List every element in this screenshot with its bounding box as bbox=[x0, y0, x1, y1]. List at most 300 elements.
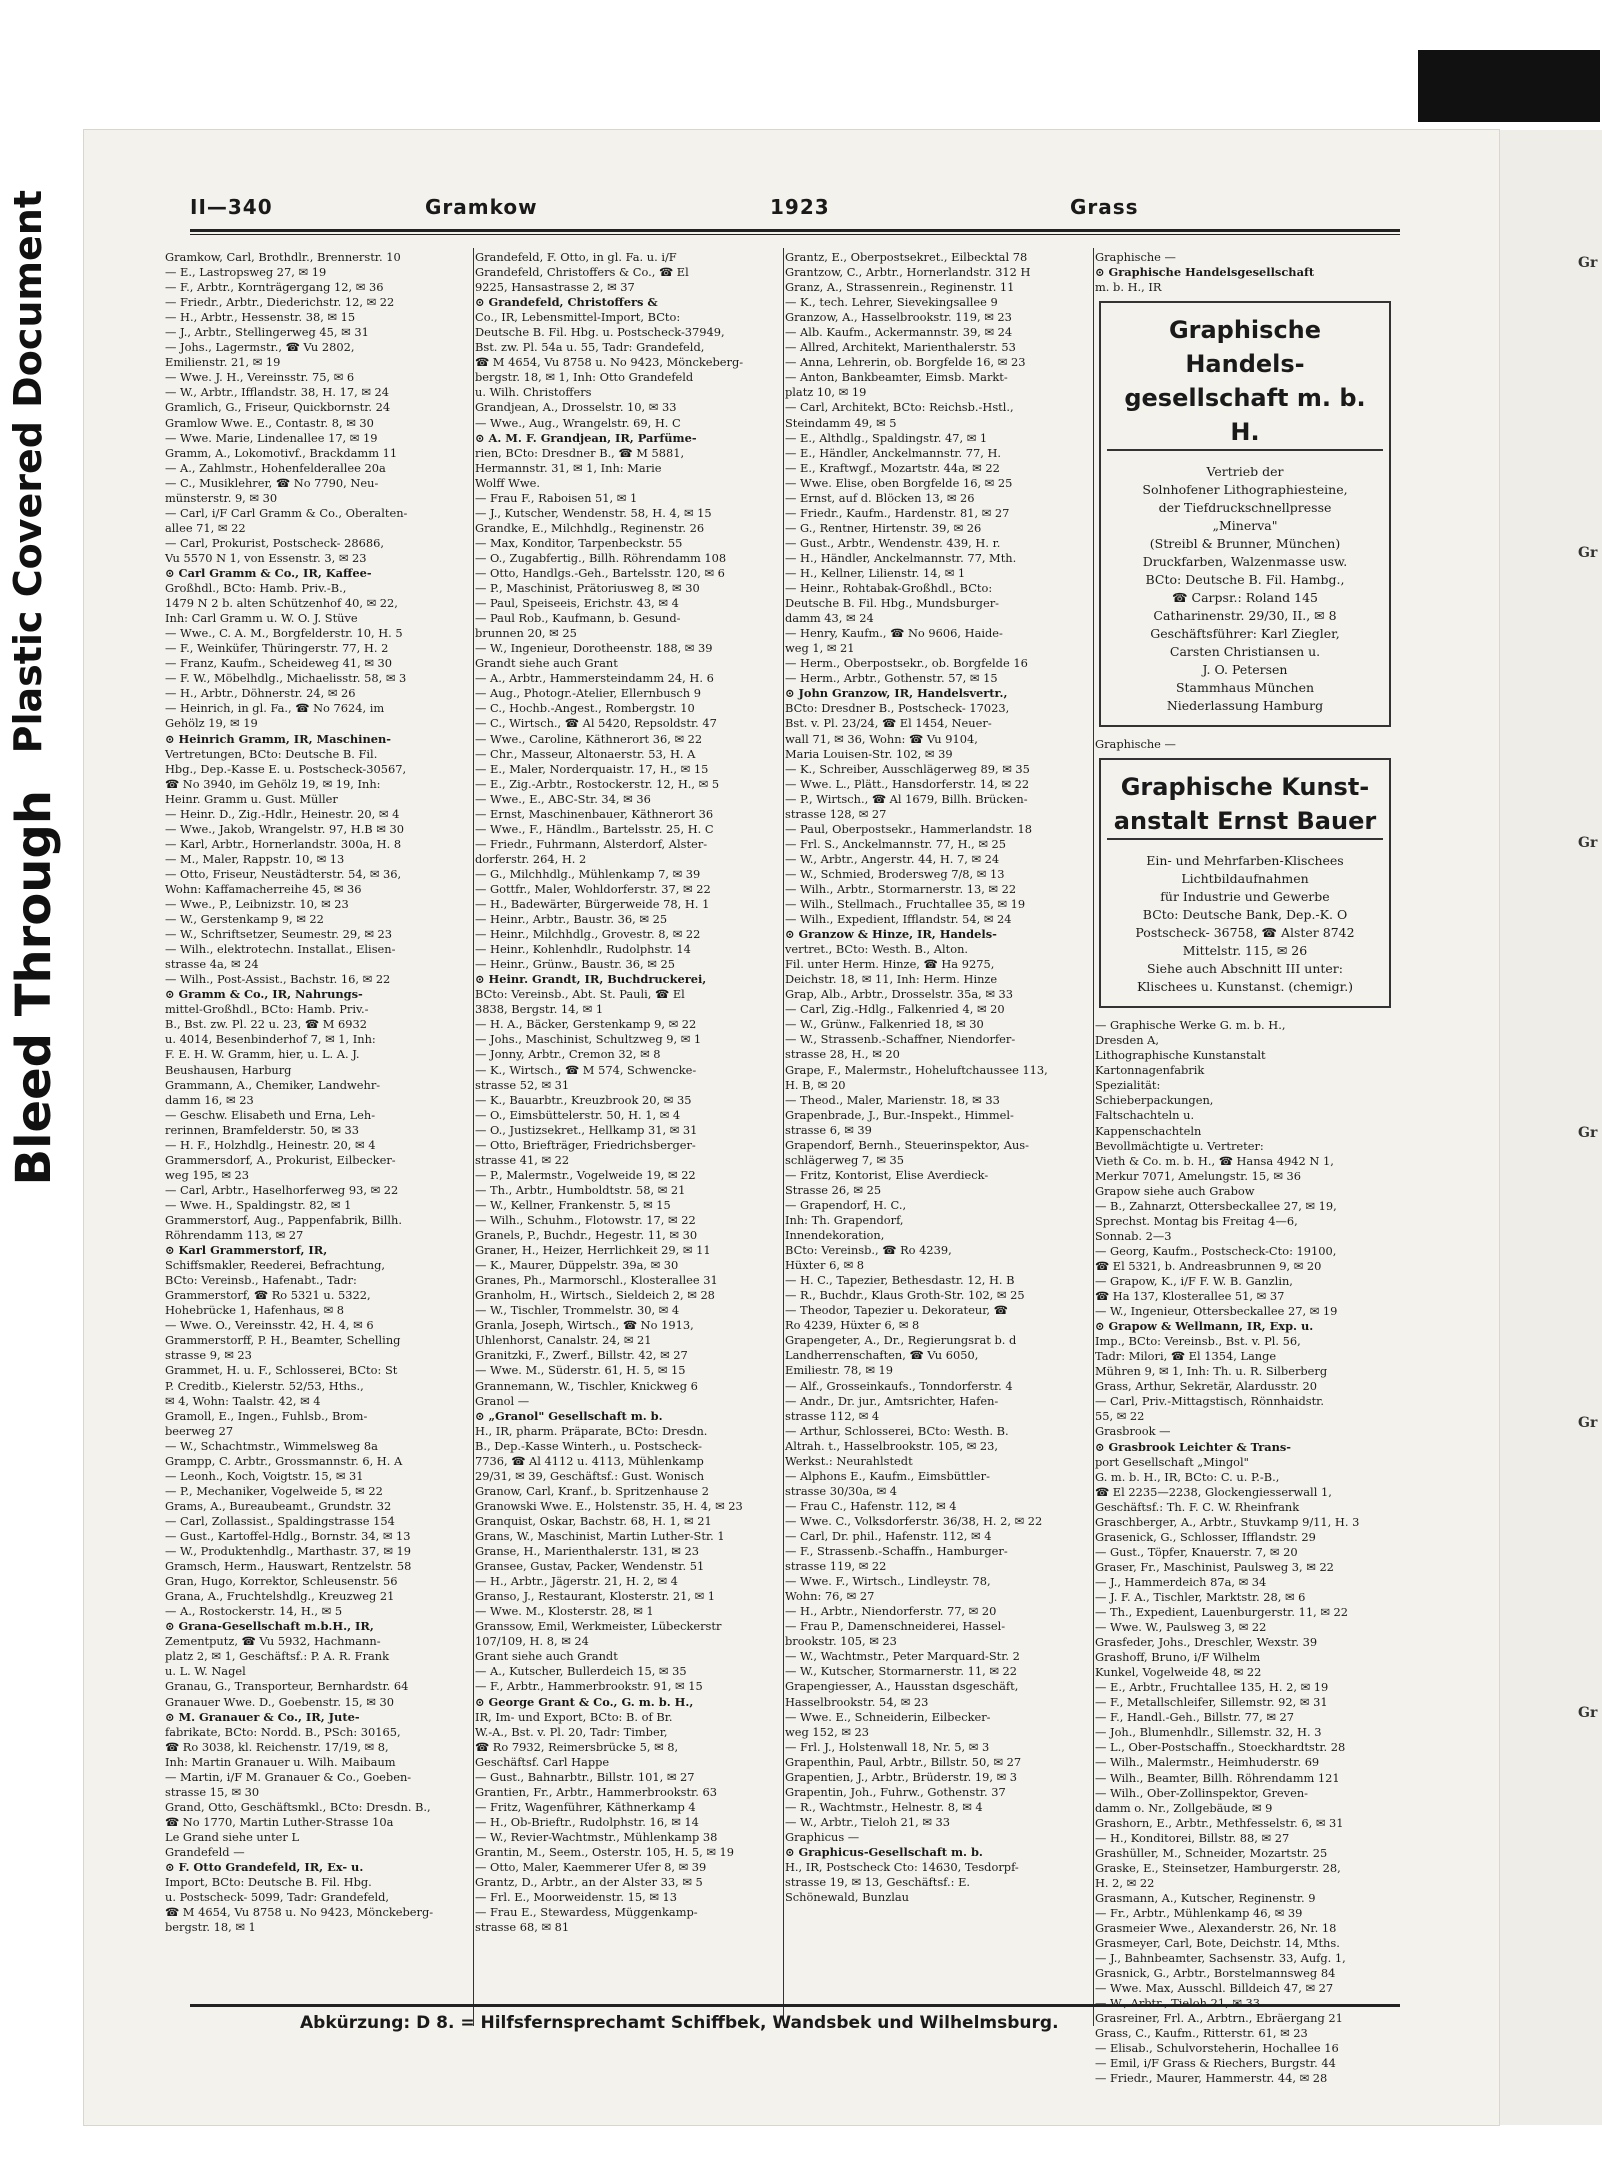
directory-entry: strasse 112, ✉ 4 bbox=[785, 1408, 880, 1423]
directory-entry: Grammerstorf, Aug., Pappenfabrik, Billh. bbox=[165, 1213, 403, 1227]
adjacent-page-fragment: Gr bbox=[1578, 1705, 1598, 1721]
directory-entry: — Carl, i/F Carl Gramm & Co., Oberalten- bbox=[165, 505, 408, 520]
directory-entry: Grand, Otto, Geschäftsmkl., BCto: Dresdn. B., bbox=[165, 1799, 431, 1814]
advertisement-box bbox=[1099, 301, 1391, 727]
directory-entry: platz 2, ✉ 1, Geschäftsf.: P. A. R. Frank bbox=[165, 1649, 390, 1664]
directory-entry: Grams, A., Bureaubeamt., Grundstr. 32 bbox=[165, 1498, 392, 1513]
directory-entry: — Arthur, Schlosserei, BCto: Westh. B. bbox=[785, 1423, 1009, 1438]
advertisement-line: BCto: Deutsche Bank, Dep.-K. O bbox=[1142, 907, 1348, 923]
directory-entry: — H., Konditorei, Billstr. 88, ✉ 27 bbox=[1095, 1830, 1290, 1845]
directory-entry: ☎ Ro 3038, kl. Reichenstr. 17/19, ✉ 8, bbox=[165, 1739, 389, 1754]
directory-entry: — A., Zahlmstr., Hohenfelderallee 20a bbox=[165, 460, 386, 475]
directory-entry: Wolff Wwe. bbox=[475, 475, 540, 490]
directory-entry: allee 71, ✉ 22 bbox=[165, 520, 246, 535]
directory-entry: Grammersdorf, A., Prokurist, Eilbecker- bbox=[165, 1152, 396, 1167]
directory-entry: — R., Buchdr., Klaus Groth-Str. 102, ✉ 25 bbox=[785, 1288, 1025, 1303]
directory-entry: — Anna, Lehrerin, ob. Borgfelde 16, ✉ 23 bbox=[785, 355, 1026, 370]
directory-entry: Hermannstr. 31, ✉ 1, Inh: Marie bbox=[475, 460, 662, 475]
directory-entry: — Wilh., Post-Assist., Bachstr. 16, ✉ 22 bbox=[165, 972, 391, 987]
directory-entry: — H., Kellner, Lilienstr. 14, ✉ 1 bbox=[785, 565, 966, 580]
directory-entry: — Wwe. M., Klosterstr. 28, ✉ 1 bbox=[475, 1604, 654, 1619]
directory-entry: Fil. unter Herm. Hinze, ☎ Ha 9275, bbox=[785, 957, 995, 972]
directory-entry: Spezialität: bbox=[1095, 1078, 1161, 1093]
advertisement-line: ☎ Carpsr.: Roland 145 bbox=[1172, 590, 1318, 606]
directory-entry: — W., Grünw., Falkenried 18, ✉ 30 bbox=[785, 1017, 984, 1032]
directory-entry: Vertretungen, BCto: Deutsche B. Fil. bbox=[165, 746, 378, 761]
directory-entry: — C., Wirtsch., ☎ Al 5420, Repsoldstr. 47 bbox=[475, 716, 717, 731]
directory-entry: — Heinr., Grünw., Baustr. 36, ✉ 25 bbox=[475, 957, 675, 972]
directory-entry: — Chr., Masseur, Altonaerstr. 53, H. A bbox=[475, 746, 696, 761]
directory-entry: Le Grand siehe unter L bbox=[165, 1829, 300, 1844]
directory-entry: Granso, J., Restaurant, Klosterstr. 21, ✉ 1 bbox=[475, 1589, 716, 1604]
directory-entry: — Aug., Photogr.-Atelier, Ellernbusch 9 bbox=[475, 686, 701, 701]
directory-entry: Grapenthin, Paul, Arbtr., Billstr. 50, ✉ 27 bbox=[785, 1754, 1022, 1769]
directory-entry: Gehölz 19, ✉ 19 bbox=[165, 716, 258, 731]
directory-entry: — W., Gerstenkamp 9, ✉ 22 bbox=[165, 912, 324, 927]
directory-entry: — Carl, Zig.-Hdlg., Falkenried 4, ✉ 20 bbox=[785, 1002, 1005, 1017]
page-header bbox=[190, 195, 1390, 229]
directory-entry: — Heinr., Rohtabak-Großhdl., BCto: bbox=[785, 581, 993, 596]
directory-entry: — H. F., Holzhdlg., Heinestr. 20, ✉ 4 bbox=[165, 1137, 376, 1152]
directory-entry: — Wwe., Caroline, Käthnerort 36, ✉ 22 bbox=[475, 731, 703, 746]
directory-entry: Werkst.: Neurahlstedt bbox=[785, 1453, 913, 1468]
directory-entry: — Heinr., Milchhdlg., Grovestr. 8, ✉ 22 bbox=[475, 927, 701, 942]
column-divider bbox=[1093, 248, 1094, 2026]
directory-entry: — H., Arbtr., Niendorferstr. 77, ✉ 20 bbox=[785, 1604, 997, 1619]
advertisement-line: für Industrie und Gewerbe bbox=[1160, 889, 1330, 905]
directory-entry: strasse 19, ✉ 13, Geschäftsf.: E. bbox=[785, 1875, 971, 1890]
directory-entry: — Frl. E., Moorweidenstr. 15, ✉ 13 bbox=[475, 1890, 677, 1905]
directory-entry: — A., Arbtr., Hammersteindamm 24, H. 6 bbox=[475, 671, 714, 686]
directory-entry: — Wwe., P., Leibnizstr. 10, ✉ 23 bbox=[165, 897, 349, 912]
directory-entry: H. B, ✉ 20 bbox=[785, 1077, 846, 1092]
directory-entry: — Gust., Töpfer, Knauerstr. 7, ✉ 20 bbox=[1095, 1544, 1298, 1559]
directory-entry: Dresden A, bbox=[1095, 1033, 1160, 1048]
directory-entry: — Grapow, K., i/F F. W. B. Ganzlin, bbox=[1095, 1273, 1293, 1288]
directory-entry: Schieberpackungen, bbox=[1095, 1093, 1214, 1108]
directory-entry: — Grapendorf, H. C., bbox=[785, 1197, 907, 1212]
advertisement-line: Stammhaus München bbox=[1175, 680, 1315, 696]
directory-entry: Grammann, A., Chemiker, Landwehr- bbox=[165, 1077, 381, 1092]
directory-entry: — Friedr., Kaufm., Hardenstr. 81, ✉ 27 bbox=[785, 505, 1010, 520]
column-3 bbox=[785, 250, 1057, 2025]
directory-entry: — Friedr., Arbtr., Diederichstr. 12, ✉ 22 bbox=[165, 295, 395, 310]
directory-entry: — H., Badewärter, Bürgerweide 78, H. 1 bbox=[475, 897, 710, 912]
directory-entry: Emiliestr. 78, ✉ 19 bbox=[785, 1363, 894, 1378]
directory-entry: ☎ Ha 137, Klosterallee 51, ✉ 37 bbox=[1095, 1289, 1285, 1304]
directory-entry: weg 1, ✉ 21 bbox=[785, 641, 855, 656]
directory-entry: Co., IR, Lebensmittel-Import, BCto: bbox=[475, 310, 681, 325]
directory-entry: strasse 15, ✉ 30 bbox=[165, 1784, 260, 1799]
directory-entry: — J., Arbtr., Stellingerweg 45, ✉ 31 bbox=[165, 325, 369, 340]
directory-entry: Grapengiesser, A., Hausstan dsgeschäft, bbox=[785, 1679, 1019, 1694]
directory-entry: u. Wilh. Christoffers bbox=[475, 385, 592, 400]
directory-entry: ⊙ John Granzow, IR, Handelsvertr., bbox=[785, 686, 1008, 701]
directory-entry: Grasfeder, Johs., Dreschler, Wexstr. 39 bbox=[1095, 1635, 1318, 1650]
advertisement-line: Klischees u. Kunstanst. (chemigr.) bbox=[1136, 979, 1354, 995]
directory-entry: Grape, F., Malermstr., Hoheluftchaussee 113, bbox=[785, 1062, 1048, 1077]
directory-entry: — Frl. S., Anckelmannstr. 77, H., ✉ 25 bbox=[785, 836, 1007, 851]
directory-entry: — W., Arbtr., Tieloh 21, ✉ 33 bbox=[785, 1814, 951, 1829]
directory-entry: Grapenbrade, J., Bur.-Inspekt., Himmel- bbox=[785, 1107, 1014, 1122]
directory-entry: Gramkow, Carl, Brothdlr., Brennerstr. 10 bbox=[165, 250, 401, 264]
directory-entry: — Gust., Kartoffel-Hdlg., Bornstr. 34, ✉ 13 bbox=[165, 1528, 411, 1543]
directory-entry: Granquist, Oskar, Bachstr. 68, H. 1, ✉ 21 bbox=[475, 1513, 712, 1528]
directory-entry: Bevollmächtigte u. Vertreter: bbox=[1095, 1138, 1264, 1153]
advertisement-line: Catharinenstr. 29/30, II., ✉ 8 bbox=[1153, 608, 1337, 624]
directory-entry: — F., Strassenb.-Schaffn., Hamburger- bbox=[785, 1544, 1008, 1559]
directory-entry: F. E. H. W. Gramm, hier, u. L. A. J. bbox=[165, 1047, 360, 1062]
directory-entry: Tadr: Milori, ☎ El 1354, Lange bbox=[1095, 1349, 1277, 1364]
directory-entry: Grasnick, G., Arbtr., Borstelmannsweg 84 bbox=[1095, 1966, 1336, 1981]
directory-entry: Grasenick, G., Schlosser, Ifflandstr. 29 bbox=[1095, 1529, 1316, 1544]
directory-entry: G. m. b. H., IR, BCto: C. u. P.-B., bbox=[1095, 1469, 1280, 1484]
column-divider bbox=[473, 248, 474, 2026]
footer-rule bbox=[190, 2004, 1400, 2007]
directory-entry: — Johs., Maschinist, Schultzweg 9, ✉ 1 bbox=[475, 1032, 702, 1047]
directory-entry: — Frau P., Damenschneiderei, Hassel- bbox=[785, 1619, 1006, 1634]
directory-entry: — P., Malermstr., Vogelweide 19, ✉ 22 bbox=[475, 1167, 696, 1182]
directory-entry: — Wwe. W., Paulsweg 3, ✉ 22 bbox=[1095, 1620, 1267, 1635]
directory-entry: damm o. Nr., Zollgebäude, ✉ 9 bbox=[1095, 1800, 1273, 1815]
directory-entry: Grans, W., Maschinist, Martin Luther-Str. 1 bbox=[475, 1528, 725, 1543]
directory-entry: Granauer Wwe. D., Goebenstr. 15, ✉ 30 bbox=[165, 1694, 394, 1709]
directory-entry: — Carl, Architekt, BCto: Reichsb.-Hstl., bbox=[785, 400, 1014, 415]
directory-entry: Grammet, H. u. F., Schlosserei, BCto: St bbox=[165, 1363, 398, 1378]
directory-entry: — Friedr., Fuhrmann, Alsterdorf, Alster- bbox=[475, 836, 708, 851]
directory-entry: 9225, Hansastrasse 2, ✉ 37 bbox=[475, 280, 635, 295]
directory-entry: — H. C., Tapezier, Bethesdastr. 12, H. B bbox=[785, 1273, 1015, 1288]
directory-entry: — Wilh., Expedient, Ifflandstr. 54, ✉ 24 bbox=[785, 912, 1012, 927]
directory-entry: — Wilh., Ober-Zollinspektor, Greven- bbox=[1095, 1785, 1309, 1800]
directory-entry: ⊙ Graphische Handelsgesellschaft bbox=[1095, 265, 1315, 280]
directory-entry: — Ernst, Maschinenbauer, Käthnerort 36 bbox=[475, 806, 714, 821]
directory-entry: Gramoll, E., Ingen., Fuhlsb., Brom- bbox=[165, 1408, 368, 1423]
directory-entry: — Andr., Dr. jur., Amtsrichter, Hafen- bbox=[785, 1393, 999, 1408]
directory-entry: strasse 4a, ✉ 24 bbox=[165, 957, 259, 972]
directory-entry: weg 152, ✉ 23 bbox=[785, 1724, 870, 1739]
directory-entry: Maria Louisen-Str. 102, ✉ 39 bbox=[785, 746, 953, 761]
directory-entry: ⊙ Grandefeld, Christoffers & bbox=[475, 295, 658, 310]
directory-entry: — O., Eimsbüttelerstr. 50, H. 1, ✉ 4 bbox=[475, 1107, 681, 1122]
directory-entry: — Fr., Arbtr., Mühlenkamp 46, ✉ 39 bbox=[1095, 1905, 1303, 1920]
directory-entry: Grapentien, J., Arbtr., Brüderstr. 19, ✉ 3 bbox=[785, 1769, 1018, 1784]
advertisement-line: „Minerva" bbox=[1212, 518, 1278, 534]
directory-entry: — Wilh., Schuhm., Flotowstr. 17, ✉ 22 bbox=[475, 1213, 696, 1227]
directory-entry: — Wwe. E., Schneiderin, Eilbecker- bbox=[785, 1709, 991, 1724]
directory-entry: — E., Maler, Norderquaistr. 17, H., ✉ 15 bbox=[475, 761, 709, 776]
directory-entry: — Wwe. J. H., Vereinsstr. 75, ✉ 6 bbox=[165, 370, 355, 385]
advertisement-line: Ein- und Mehrfarben-Klischees bbox=[1146, 853, 1344, 869]
directory-entry: münsterstr. 9, ✉ 30 bbox=[165, 490, 278, 505]
directory-entry: Grantien, Fr., Arbtr., Hammerbrookstr. 63 bbox=[475, 1784, 717, 1799]
directory-entry: ⊙ Karl Grammerstorf, IR, bbox=[165, 1243, 328, 1258]
directory-entry: Grasmeier Wwe., Alexanderstr. 26, Nr. 18 bbox=[1095, 1921, 1337, 1935]
directory-entry: Grapengeter, A., Dr., Regierungsrat b. d bbox=[785, 1333, 1017, 1348]
directory-entry: — E., Arbtr., Fruchtallee 135, H. 2, ✉ 19 bbox=[1095, 1680, 1329, 1695]
directory-entry: — W., Ingenieur, Dorotheenstr. 188, ✉ 39 bbox=[475, 641, 713, 656]
directory-entry: Granowski Wwe. E., Holstenstr. 35, H. 4, ✉ 23 bbox=[475, 1498, 743, 1513]
advertisement-line: Mittelstr. 115, ✉ 26 bbox=[1182, 943, 1308, 959]
advertisement-line: Lichtbildaufnahmen bbox=[1181, 871, 1309, 887]
directory-entry: — Fritz, Wagenführer, Käthnerkamp 4 bbox=[475, 1799, 696, 1814]
directory-entry: Zementputz, ☎ Vu 5932, Hachmann- bbox=[165, 1634, 381, 1649]
directory-entry: — Wilh., Stellmach., Fruchtallee 35, ✉ 19 bbox=[785, 897, 1026, 912]
directory-entry: — Theodor, Tapezier u. Dekorateur, ☎ bbox=[785, 1303, 1008, 1318]
advertisement-title: Graphische Handels-gesellschaft m. b. H. bbox=[1107, 313, 1383, 451]
directory-entry: Granholm, H., Wirtsch., Sieldeich 2, ✉ 28 bbox=[475, 1288, 715, 1303]
column-2 bbox=[475, 250, 747, 2025]
directory-entry: Hasselbrookstr. 54, ✉ 23 bbox=[785, 1694, 929, 1709]
directory-entry: — E., Althdlg., Spaldingstr. 47, ✉ 1 bbox=[785, 430, 988, 445]
directory-entry: Graphische — bbox=[1095, 250, 1176, 264]
directory-entry: strasse 30/30a, ✉ 4 bbox=[785, 1483, 897, 1498]
directory-entry: — W., Produktenhdlg., Marthastr. 37, ✉ 19 bbox=[165, 1544, 412, 1559]
directory-entry: Grandt siehe auch Grant bbox=[475, 656, 618, 671]
directory-entry: Grap, Alb., Arbtr., Drosselstr. 35a, ✉ 33 bbox=[785, 987, 1014, 1002]
directory-entry: — Heinrich, in gl. Fa., ☎ No 7624, im bbox=[165, 701, 385, 716]
header-rule-thin bbox=[190, 234, 1400, 235]
directory-entry: Grandefeld, Christoffers & Co., ☎ El bbox=[475, 265, 689, 280]
directory-entry: Grandjean, A., Drosselstr. 10, ✉ 33 bbox=[475, 400, 677, 415]
directory-entry: Grasbrook — bbox=[1095, 1424, 1171, 1439]
directory-entry: Grandke, E., Milchhdlg., Reginenstr. 26 bbox=[475, 520, 705, 535]
directory-entry: — F., Metallschleifer, Sillemstr. 92, ✉ 31 bbox=[1095, 1695, 1328, 1710]
directory-entry: ⊙ Grapow & Wellmann, IR, Exp. u. bbox=[1095, 1319, 1314, 1334]
directory-entry: — J., Bahnbeamter, Sachsenstr. 33, Aufg. 1, bbox=[1095, 1951, 1346, 1966]
directory-entry: damm 43, ✉ 24 bbox=[785, 611, 874, 626]
advertisement-line: Druckfarben, Walzenmasse usw. bbox=[1142, 554, 1348, 570]
directory-entry: Gramlich, G., Friseur, Quickbornstr. 24 bbox=[165, 400, 391, 415]
directory-entry: — Paul, Oberpostsekr., Hammerlandstr. 18 bbox=[785, 821, 1033, 836]
directory-entry: strasse 128, ✉ 27 bbox=[785, 806, 887, 821]
directory-entry: — P., Maschinist, Prätoriusweg 8, ✉ 30 bbox=[475, 581, 700, 596]
directory-entry: Graser, Fr., Maschinist, Paulsweg 3, ✉ 22 bbox=[1095, 1559, 1334, 1574]
directory-entry: — Ernst, auf d. Blöcken 13, ✉ 26 bbox=[785, 490, 975, 505]
directory-entry: ⊙ Grasbrook Leichter & Trans- bbox=[1095, 1439, 1292, 1454]
directory-entry: — E., Lastropsweg 27, ✉ 19 bbox=[165, 265, 327, 280]
directory-entry: Bst. zw. Pl. 54a u. 55, Tadr: Grandefeld, bbox=[475, 340, 705, 355]
scan-corner-block bbox=[1418, 50, 1600, 122]
advertisement-line: Vertrieb der bbox=[1206, 464, 1284, 480]
directory-entry: IR, Im- und Export, BCto: B. of Br. bbox=[475, 1709, 673, 1724]
directory-entry: Granol — bbox=[475, 1393, 530, 1408]
directory-entry: Grant siehe auch Grandt bbox=[475, 1649, 618, 1664]
directory-entry: — W., Ingenieur, Ottersbeckallee 27, ✉ 19 bbox=[1095, 1304, 1338, 1319]
directory-entry: brookstr. 105, ✉ 23 bbox=[785, 1634, 897, 1649]
advertisement-line: Geschäftsführer: Karl Ziegler, bbox=[1150, 626, 1340, 642]
directory-entry: Grass, Arthur, Sekretär, Alardusstr. 20 bbox=[1095, 1379, 1317, 1394]
directory-entry: Ro 4239, Hüxter 6, ✉ 8 bbox=[785, 1318, 920, 1333]
directory-entry: Granels, P., Buchdr., Hegestr. 11, ✉ 30 bbox=[475, 1228, 698, 1243]
directory-entry: — Elisab., Schulvorsteherin, Hochallee 16 bbox=[1095, 2041, 1339, 2056]
directory-entry: Grana, A., Fruchtelshdlg., Kreuzweg 21 bbox=[165, 1589, 395, 1604]
directory-entry: — Wilh., elektrotechn. Installat., Elisen- bbox=[165, 942, 396, 957]
directory-entry: — Paul, Speiseeis, Erichstr. 43, ✉ 4 bbox=[475, 596, 679, 611]
directory-entry: — W., Arbtr., Angerstr. 44, H. 7, ✉ 24 bbox=[785, 851, 1000, 866]
directory-entry: 107/109, H. 8, ✉ 24 bbox=[475, 1634, 589, 1649]
directory-entry: Granow, Carl, Kranf., b. Spritzenhause 2 bbox=[475, 1483, 710, 1498]
directory-entry: Hohebrücke 1, Hafenhaus, ✉ 8 bbox=[165, 1303, 345, 1318]
directory-entry: — Frl. J., Holstenwall 18, Nr. 5, ✉ 3 bbox=[785, 1739, 990, 1754]
directory-entry: — Emil, i/F Grass & Riechers, Burgstr. 44 bbox=[1095, 2056, 1336, 2071]
directory-entry: — E., Kraftwgf., Mozartstr. 44a, ✉ 22 bbox=[785, 460, 1000, 475]
directory-entry: B., Bst. zw. Pl. 22 u. 23, ☎ M 6932 bbox=[165, 1017, 367, 1032]
directory-entry: — O., Justizsekret., Hellkamp 31, ✉ 31 bbox=[475, 1122, 698, 1137]
directory-entry: Kunkel, Vogelweide 48, ✉ 22 bbox=[1095, 1665, 1262, 1680]
directory-entry: — Wwe. Max, Ausschl. Billdeich 47, ✉ 27 bbox=[1095, 1981, 1334, 1996]
directory-entry: Altrah. t., Hasselbrookstr. 105, ✉ 23, bbox=[785, 1438, 998, 1453]
directory-entry: — F., Handl.-Geh., Billstr. 77, ✉ 27 bbox=[1095, 1710, 1295, 1725]
directory-entry: — Paul Rob., Kaufmann, b. Gesund- bbox=[475, 611, 681, 626]
directory-entry: Faltschachteln u. bbox=[1095, 1108, 1195, 1123]
directory-entry: — Wwe. F., Wirtsch., Lindleystr. 78, bbox=[785, 1574, 991, 1589]
directory-entry: — Alb. Kaufm., Ackermannstr. 39, ✉ 24 bbox=[785, 325, 1013, 340]
directory-entry: — K., Maurer, Düppelstr. 39a, ✉ 30 bbox=[475, 1258, 679, 1273]
directory-entry: Hbg., Dep.-Kasse E. u. Postscheck-30567, bbox=[165, 761, 407, 776]
directory-entry: Grantz, E., Oberpostsekret., Eilbecktal 78 bbox=[785, 250, 1028, 264]
directory-entry: — Herm., Arbtr., Gothenstr. 57, ✉ 15 bbox=[785, 671, 998, 686]
directory-entry: — Gust., Bahnarbtr., Billstr. 101, ✉ 27 bbox=[475, 1769, 695, 1784]
directory-entry: — H., Ob-Brieftr., Rudolphstr. 16, ✉ 14 bbox=[475, 1814, 699, 1829]
directory-entry: Mühren 9, ✉ 1, Inh: Th. u. R. Silberberg bbox=[1095, 1364, 1328, 1379]
directory-entry: Graske, E., Steinsetzer, Hamburgerstr. 28, bbox=[1095, 1860, 1341, 1875]
directory-entry: Grantz, D., Arbtr., an der Alster 33, ✉ 5 bbox=[475, 1875, 703, 1890]
directory-entry: damm 16, ✉ 23 bbox=[165, 1092, 254, 1107]
directory-entry: — R., Wachtmstr., Helnestr. 8, ✉ 4 bbox=[785, 1799, 983, 1814]
header-left-word: Gramkow bbox=[425, 195, 538, 219]
directory-entry: — F., Arbtr., Hammerbrookstr. 91, ✉ 15 bbox=[475, 1679, 703, 1694]
header-right-word: Grass bbox=[1070, 195, 1139, 219]
adjacent-page-fragment: Gr bbox=[1578, 545, 1598, 561]
directory-entry: — W., Strassenb.-Schaffner, Niendorfer- bbox=[785, 1032, 1016, 1047]
directory-entry: Uhlenhorst, Canalstr. 24, ✉ 21 bbox=[475, 1333, 652, 1348]
directory-entry: Grammerstorf, ☎ Ro 5321 u. 5322, bbox=[165, 1288, 371, 1303]
directory-entry: ⊙ Heinrich Gramm, IR, Maschinen- bbox=[165, 731, 391, 746]
directory-entry: strasse 28, H., ✉ 20 bbox=[785, 1047, 900, 1062]
directory-entry: Steindamm 49, ✉ 5 bbox=[785, 415, 897, 430]
directory-entry: — H., Händler, Anckelmannstr. 77, Mth. bbox=[785, 550, 1017, 565]
directory-entry: — Carl, Arbtr., Haselhorferweg 93, ✉ 22 bbox=[165, 1182, 399, 1197]
directory-entry: Großhdl., BCto: Hamb. Priv.-B., bbox=[165, 581, 347, 596]
directory-entry: Grasmann, A., Kutscher, Reginenstr. 9 bbox=[1095, 1890, 1316, 1905]
directory-entry: Gran, Hugo, Korrektor, Schleusenstr. 56 bbox=[165, 1574, 398, 1589]
directory-entry: weg 195, ✉ 23 bbox=[165, 1167, 250, 1182]
side-label-bleed: Bleed Through bbox=[6, 790, 62, 1186]
directory-entry: Grantzow, C., Arbtr., Hornerlandstr. 312 H bbox=[785, 265, 1031, 280]
directory-entry: ☎ M 4654, Vu 8758 u. No 9423, Mönckeberg- bbox=[165, 1905, 434, 1920]
directory-entry: rien, BCto: Dresdner B., ☎ M 5881, bbox=[475, 445, 685, 460]
directory-entry: wall 71, ✉ 36, Wohn: ☎ Vu 9104, bbox=[785, 731, 978, 746]
directory-entry: — W., Schriftsetzer, Seumestr. 29, ✉ 23 bbox=[165, 927, 393, 942]
directory-entry: — M., Maler, Rappstr. 10, ✉ 13 bbox=[165, 851, 345, 866]
directory-entry: Geschäftsf. Carl Happe bbox=[475, 1754, 610, 1769]
directory-entry: — Theod., Maler, Marienstr. 18, ✉ 33 bbox=[785, 1092, 1000, 1107]
directory-entry: — Wilh., Malermstr., Heimhuderstr. 69 bbox=[1095, 1755, 1320, 1770]
directory-entry: — Karl, Arbtr., Hornerlandstr. 300a, H. 8 bbox=[165, 836, 402, 851]
directory-entry: ⊙ Granzow & Hinze, IR, Handels- bbox=[785, 927, 997, 942]
directory-entry: BCto: Dresdner B., Postscheck- 17023, bbox=[785, 701, 1010, 716]
directory-entry: ⊙ Heinr. Grandt, IR, Buchdruckerei, bbox=[475, 972, 707, 987]
directory-entry: — W., Wachtmstr., Peter Marquard-Str. 2 bbox=[785, 1649, 1020, 1664]
directory-entry: — Heinr., Kohlenhdlr., Rudolphstr. 14 bbox=[475, 942, 691, 957]
directory-entry: ☎ No 1770, Martin Luther-Strasse 10a bbox=[165, 1814, 394, 1829]
directory-entry: Grampp, C. Arbtr., Grossmannstr. 6, H. A bbox=[165, 1453, 403, 1468]
directory-entry: — Otto, Maler, Kaemmerer Ufer 8, ✉ 39 bbox=[475, 1860, 707, 1875]
directory-entry: — W., Schmied, Brodersweg 7/8, ✉ 13 bbox=[785, 866, 1005, 881]
directory-entry: — Carl, Zollassist., Spaldingstrasse 154 bbox=[165, 1513, 395, 1528]
directory-entry: — W., Schachtmstr., Wimmelsweg 8a bbox=[165, 1438, 378, 1453]
directory-entry: — Carl, Prokurist, Postscheck- 28686, bbox=[165, 535, 384, 550]
directory-entry: — Wilh., Beamter, Billh. Röhrendamm 121 bbox=[1095, 1770, 1340, 1785]
footer-note: Abkürzung: D 8. = Hilfsfernsprechamt Schiffbek, Wandsbek und Wilhelmsburg. bbox=[300, 2013, 1059, 2033]
directory-entry: BCto: Vereinsb., Abt. St. Pauli, ☎ El bbox=[475, 987, 685, 1002]
directory-entry: W.-A., Bst. v. Pl. 20, Tadr: Timber, bbox=[475, 1724, 668, 1739]
directory-entry: — E., Händler, Anckelmannstr. 77, H. bbox=[785, 445, 1001, 460]
directory-entry: H., IR, pharm. Präparate, BCto: Dresdn. bbox=[475, 1423, 708, 1438]
directory-entry: Grapow siehe auch Grabow bbox=[1095, 1183, 1255, 1198]
directory-entry: B., Dep.-Kasse Winterh., u. Postscheck- bbox=[475, 1438, 702, 1453]
directory-entry: Grannemann, W., Tischler, Knickweg 6 bbox=[475, 1378, 698, 1393]
directory-entry: — Wwe. Elise, oben Borgfelde 16, ✉ 25 bbox=[785, 475, 1013, 490]
adjacent-page-fragment: Gr bbox=[1578, 255, 1598, 271]
directory-entry: Grasreiner, Frl. A., Arbtrn., Ebräergang 21 bbox=[1095, 2011, 1343, 2026]
directory-entry: Sonnab. 2—3 bbox=[1095, 1228, 1172, 1243]
header-rule bbox=[190, 229, 1400, 232]
directory-entry: strasse 52, ✉ 31 bbox=[475, 1077, 570, 1092]
directory-entry: — P., Mechaniker, Vogelweide 5, ✉ 22 bbox=[165, 1483, 383, 1498]
directory-entry: Wohn: 76, ✉ 27 bbox=[785, 1589, 875, 1604]
directory-entry: — H., Arbtr., Jägerstr. 21, H. 2, ✉ 4 bbox=[475, 1574, 678, 1589]
directory-entry: Gransee, Gustav, Packer, Wendenstr. 51 bbox=[475, 1559, 705, 1574]
directory-entry: bergstr. 18, ✉ 1 bbox=[165, 1920, 256, 1935]
directory-entry: P. Creditb., Kielerstr. 52/53, Hths., bbox=[165, 1378, 364, 1393]
directory-entry: 1479 N 2 b. alten Schützenhof 40, ✉ 22, bbox=[165, 596, 398, 611]
directory-entry: — B., Zahnarzt, Ottersbeckallee 27, ✉ 19, bbox=[1095, 1198, 1337, 1213]
directory-entry: — F., Arbtr., Kornträgergang 12, ✉ 36 bbox=[165, 280, 384, 295]
directory-entry: — E., Zig.-Arbtr., Rostockerstr. 12, H., ✉ 5 bbox=[475, 776, 720, 791]
directory-entry: — Otto, Briefträger, Friedrichsberger- bbox=[475, 1137, 696, 1152]
directory-entry: u. L. W. Nagel bbox=[165, 1664, 246, 1679]
directory-entry: — Joh., Blumenhdlr., Sillemstr. 32, H. 3 bbox=[1095, 1725, 1322, 1740]
directory-entry: Grashoff, Bruno, i/F Wilhelm bbox=[1095, 1650, 1261, 1665]
directory-entry: ⊙ Grana-Gesellschaft m.b.H., IR, bbox=[165, 1619, 374, 1634]
directory-entry: ☎ No 3940, im Gehölz 19, ✉ 19, Inh: bbox=[165, 776, 381, 791]
directory-entry: Gramlow Wwe. E., Contastr. 8, ✉ 30 bbox=[165, 415, 374, 430]
directory-entry: — Frau C., Hafenstr. 112, ✉ 4 bbox=[785, 1498, 957, 1513]
directory-entry: — H., Arbtr., Hessenstr. 38, ✉ 15 bbox=[165, 310, 356, 325]
directory-entry: Grapentin, Joh., Fuhrw., Gothenstr. 37 bbox=[785, 1784, 1006, 1799]
directory-entry: — Th., Expedient, Lauenburgerstr. 11, ✉ 22 bbox=[1095, 1605, 1348, 1620]
directory-entry: ⊙ Gramm & Co., IR, Nahrungs- bbox=[165, 987, 363, 1002]
directory-entry: Grashorn, E., Arbtr., Methfesselstr. 6, ✉ 31 bbox=[1095, 1815, 1344, 1830]
directory-entry: Granes, Ph., Marmorschl., Klosterallee 31 bbox=[475, 1273, 718, 1288]
directory-entry: — Otto, Friseur, Neustädterstr. 54, ✉ 36, bbox=[165, 866, 402, 881]
directory-entry: — Jonny, Arbtr., Cremon 32, ✉ 8 bbox=[475, 1047, 661, 1062]
directory-entry: Granz, A., Strassenrein., Reginenstr. 11 bbox=[785, 280, 1015, 295]
directory-entry: Granse, H., Marienthalerstr. 131, ✉ 23 bbox=[475, 1544, 699, 1559]
directory-entry: Grandefeld, F. Otto, in gl. Fa. u. i/F bbox=[475, 250, 677, 264]
directory-entry: — Frau F., Raboisen 51, ✉ 1 bbox=[475, 490, 638, 505]
directory-entry: — Gottfr., Maler, Wohldorferstr. 37, ✉ 22 bbox=[475, 881, 711, 896]
directory-entry: Strasse 26, ✉ 25 bbox=[785, 1182, 882, 1197]
directory-entry: Hüxter 6, ✉ 8 bbox=[785, 1258, 864, 1273]
directory-entry: Deichstr. 18, ✉ 11, Inh: Herm. Hinze bbox=[785, 972, 998, 987]
directory-entry: ⊙ F. Otto Grandefeld, IR, Ex- u. bbox=[165, 1860, 364, 1875]
directory-entry: ☎ El 5321, b. Andreasbrunnen 9, ✉ 20 bbox=[1095, 1258, 1322, 1273]
directory-entry: ⊙ „Granol" Gesellschaft m. b. bbox=[475, 1408, 663, 1423]
directory-entry: strasse 9, ✉ 23 bbox=[165, 1348, 252, 1363]
